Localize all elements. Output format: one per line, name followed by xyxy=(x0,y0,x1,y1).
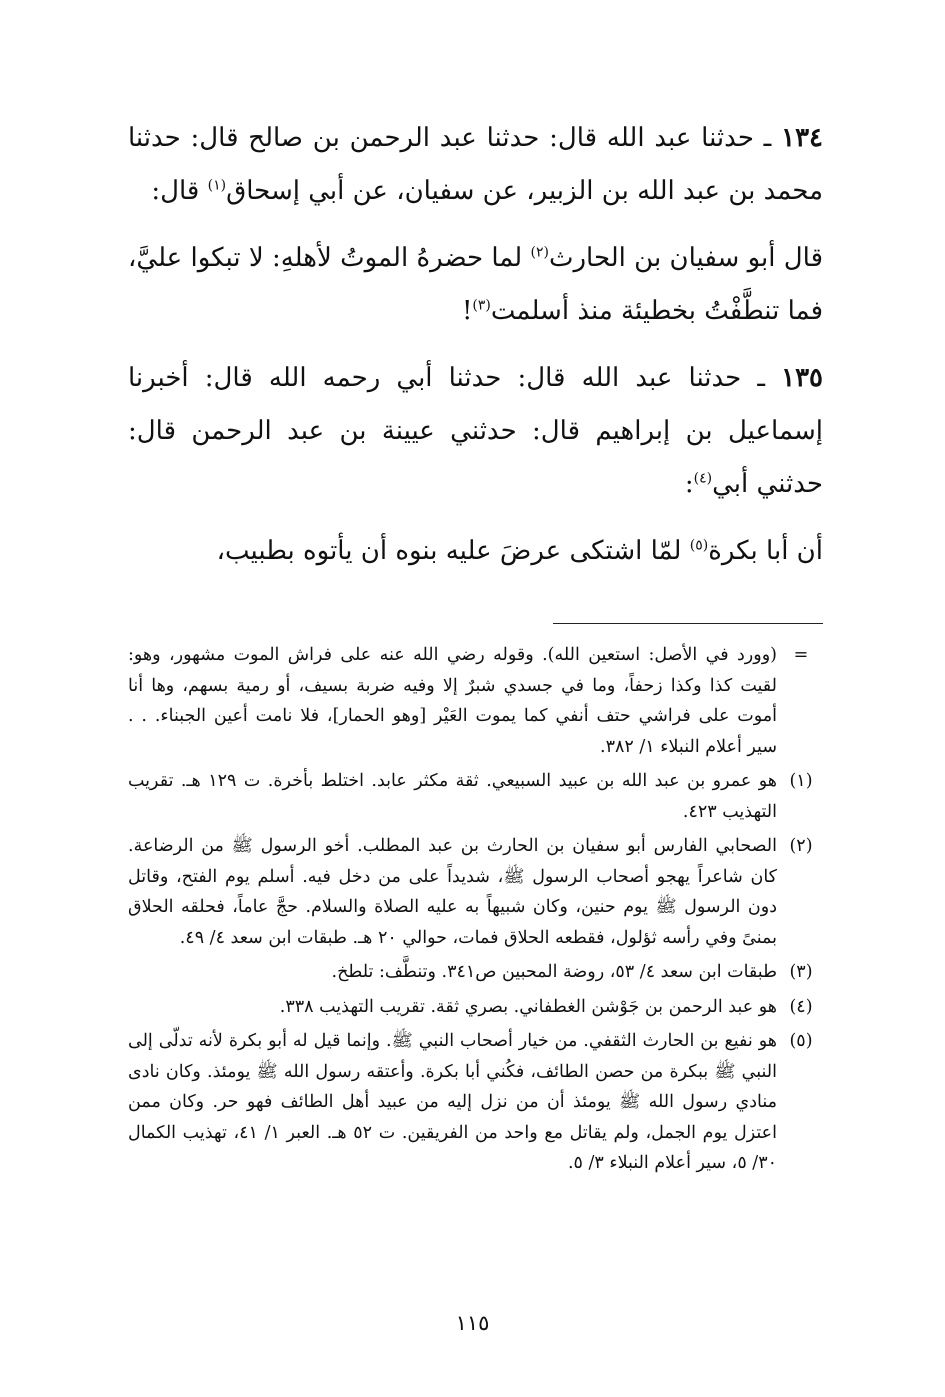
footnote-mark: (٥) xyxy=(789,1031,813,1051)
footnote-divider xyxy=(553,623,823,624)
footnote-text: طبقات ابن سعد ٤/ ٥٣، روضة المحبين ص٣٤١. وتنطَّف: تلطخ. xyxy=(331,962,777,982)
isnad-end: قال: xyxy=(151,176,208,206)
hadith-134-text xyxy=(128,232,823,338)
hadith-number: ١٣٥ xyxy=(781,363,824,393)
matn-end: ! xyxy=(461,296,473,326)
footnote-5 xyxy=(128,1026,825,1179)
isnad-text: ـ حدثنا عبد الله قال: حدثنا أبي رحمه الله قال: أخبرنا إسماعيل بن إبراهيم قال: حدثني عيينة بن عبد الرحمن قال: حدثني أبي xyxy=(128,363,823,499)
isnad-end: : xyxy=(684,469,694,499)
footnote-ref: (١) xyxy=(207,177,227,194)
matn-text: قال أبو سفيان بن الحارث xyxy=(549,243,823,273)
matn-text: أن أبا بكرة xyxy=(708,536,823,566)
footnote-ref: (٢) xyxy=(530,244,549,261)
footnote-ref: (٤) xyxy=(693,470,713,487)
footnote-continuation xyxy=(128,640,825,762)
hadith-134-chain xyxy=(128,112,823,218)
matn-text: لما حضرهُ الموتُ لأهلهِ: لا تبكوا عليَّ، فما تنطَّفْتُ بخطيئة منذ أسلمت xyxy=(128,243,823,326)
footnote-text: هو عمرو بن عبد الله بن عبيد السبيعي. ثقة مكثر عابد. اختلط بأخرة. ت ١٢٩ هـ. تقريب التهذيب ٤٢٣. xyxy=(128,771,777,822)
hadith-135-chain xyxy=(128,352,823,511)
matn-text: لمّا اشتكى عرضَ عليه بنوه أن يأتوه بطبيب، xyxy=(216,536,690,566)
footnote-3 xyxy=(128,957,825,988)
footnote-text: الصحابي الفارس أبو سفيان بن الحارث بن عبد المطلب. أخو الرسول ﷺ من الرضاعة. كان شاعراً يهجو أصحاب الرسول ﷺ، شديداً على من دخل فيه. أسلم يوم الفتح، وقاتل دون الرسول ﷺ يوم حنين، وكان شبيهاً به عليه الصلاة والسلام. حجَّ عاماً، فحلقه الحلاق بمنىً وفي رأسه ثؤلول، فقطعه الحلاق فمات، حوالي ٢٠ هـ. طبقات ابن سعد ٤/ ٤٩. xyxy=(128,836,777,948)
footnote-4 xyxy=(128,992,825,1023)
footnote-text: هو عبد الرحمن بن جَوْشن الغطفاني. بصري ثقة. تقريب التهذيب ٣٣٨. xyxy=(279,996,777,1017)
footnote-mark: (٢) xyxy=(789,836,813,856)
page-number: ١١٥ xyxy=(455,1311,490,1335)
footnote-2 xyxy=(128,831,825,953)
main-text xyxy=(128,112,823,592)
footnote-mark: (٣) xyxy=(789,962,813,982)
isnad-text: ـ حدثنا عبد الله قال: حدثنا عبد الرحمن بن صالح قال: حدثنا محمد بن عبد الله بن الزبير، عن سفيان، عن أبي إسحاق xyxy=(128,123,823,206)
footnote-ref: (٣) xyxy=(472,297,491,314)
footnote-ref: (٥) xyxy=(689,537,709,554)
footnote-mark: = xyxy=(793,645,809,665)
footnote-mark: (١) xyxy=(789,771,813,791)
footnotes xyxy=(128,640,825,1183)
footnote-1 xyxy=(128,766,825,827)
hadith-number: ١٣٤ xyxy=(781,123,824,153)
footnote-text: (وورد في الأصل: استعين الله). وقوله رضي الله عنه على فراش الموت مشهور، وهو: لقيت كذا وكذا زحفاً، وما في جسدي شبرٌ إلا وفيه ضربة بسيف، أو رمية بسهم، وها أنا أموت على فراشي حتف أنفي كما يموت العَيْر [وهو الحمار]، فلا نامت أعين الجبناء. . . سير أعلام النبلاء ١/ ٣٨٢. xyxy=(128,645,777,757)
footnote-mark: (٤) xyxy=(789,996,813,1017)
hadith-135-text xyxy=(128,525,823,578)
footnote-text: هو نفيع بن الحارث الثقفي. من خيار أصحاب النبي ﷺ. وإنما قيل له أبو بكرة لأنه تدلّى إلى النبي ﷺ ببكرة من حصن الطائف، فكُني أبا بكرة. وأعتقه رسول الله ﷺ يومئذ. وكان نادى منادي رسول الله ﷺ يومئذ أن من نزل إليه من عبيد أهل الطائف فهو حر. وكان ممن اعتزل يوم الجمل، ولم يقاتل مع واحد من الفريقين. ت ٥٢ هـ. العبر ١/ ٤١، تهذيب الكمال ٣٠/ ٥، سير أعلام النبلاء ٣/ ٥. xyxy=(128,1031,777,1173)
